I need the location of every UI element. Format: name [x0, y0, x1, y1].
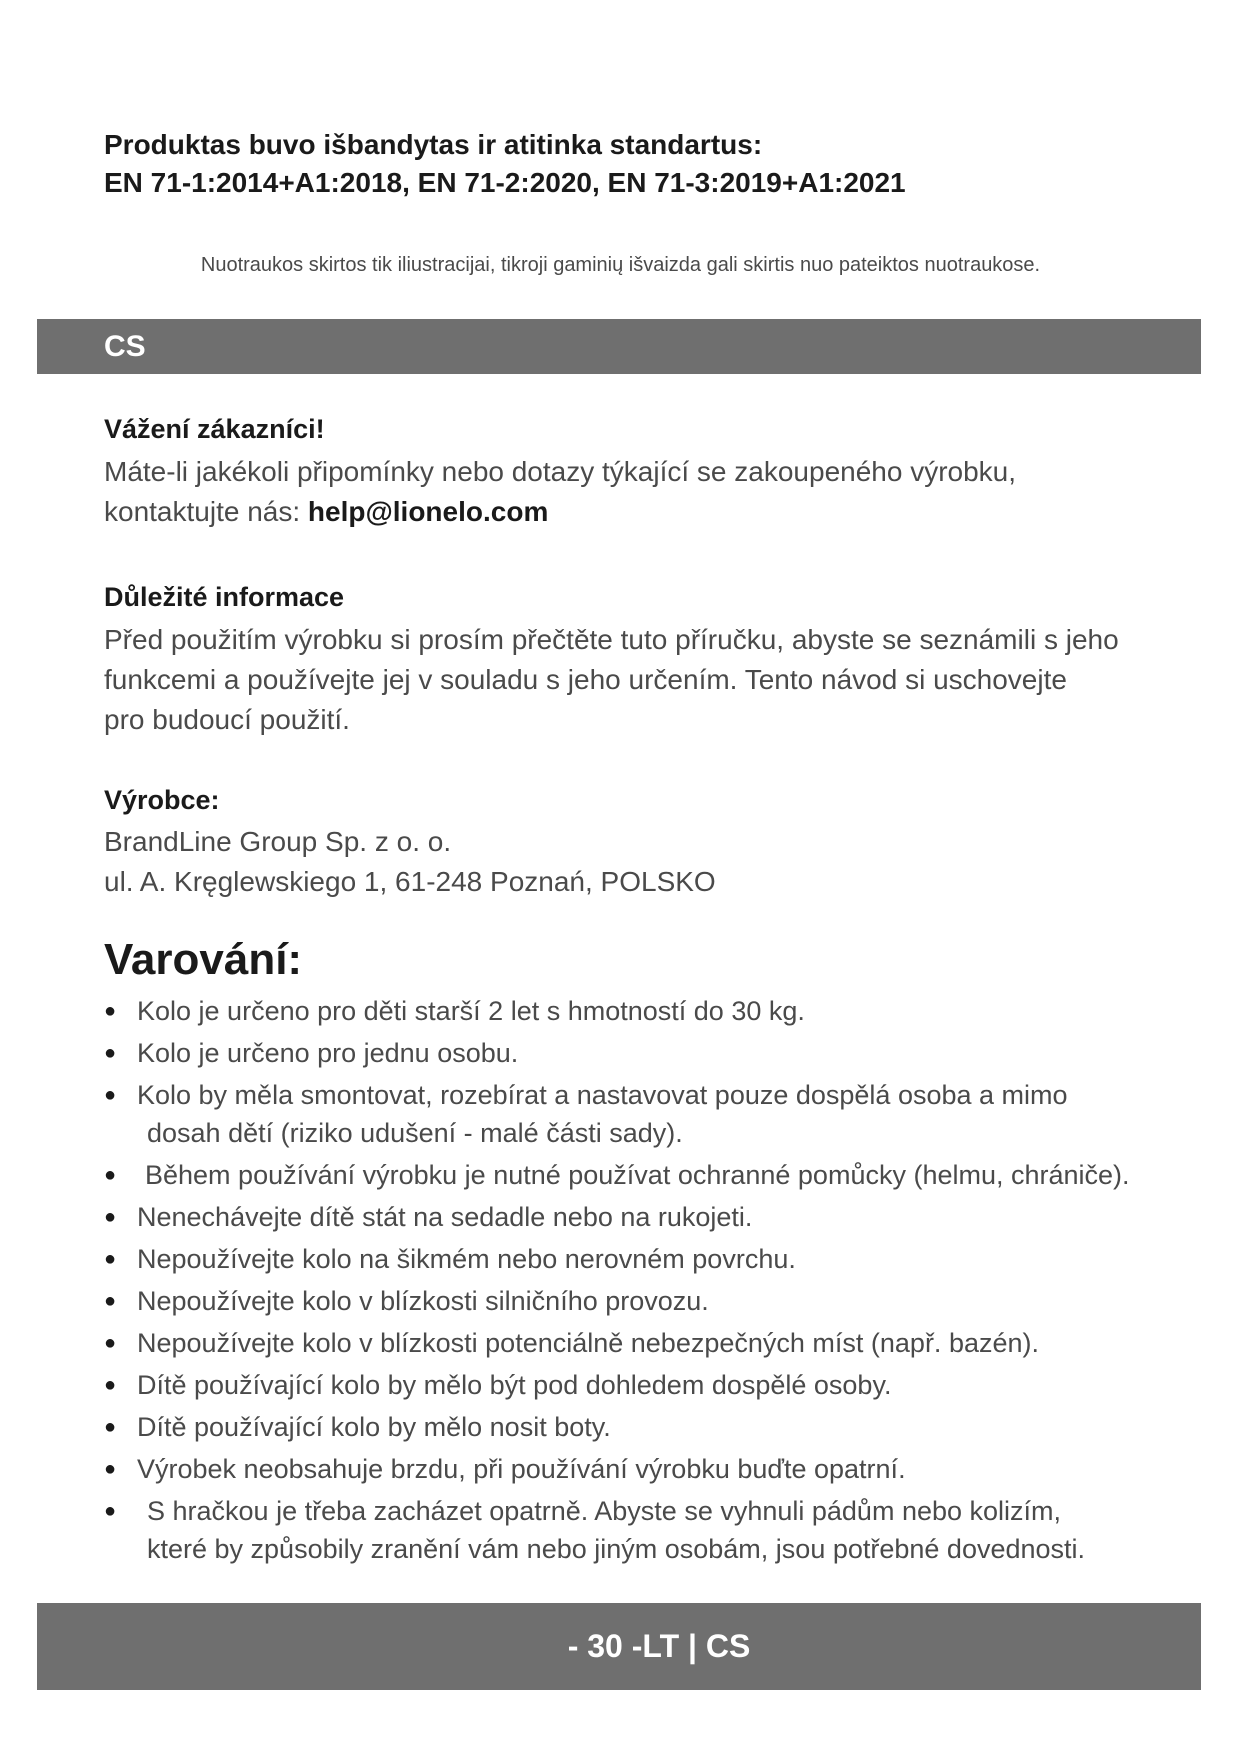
manufacturer-text [104, 822, 1194, 902]
warning-item: ● Nenechávejte dítě stát na sedadle nebo na rukojeti. [104, 1198, 1204, 1236]
important-line-1: Před použitím výrobku si prosím přečtěte tuto příručku, abyste se seznámili s jeho [104, 624, 1119, 655]
customers-text [104, 452, 1194, 532]
warning-item: ● Dítě používající kolo by mělo být pod dohledem dospělé osoby. [104, 1366, 1204, 1404]
manufacturer-title: Výrobce: [104, 785, 220, 815]
language-label: CS [104, 330, 146, 363]
important-text [104, 620, 1194, 740]
page-number: - 30 -LT | CS [567, 1628, 751, 1664]
warning-item: ● Nepoužívejte kolo v blízkosti potenciálně nebezpečných míst (např. bazén). [104, 1324, 1204, 1362]
contact-prefix: kontaktujte nás: [104, 496, 308, 527]
standards-line-1: Produktas buvo išbandytas ir atitinka standartus: [104, 129, 763, 160]
warnings-title: Varování: [104, 935, 303, 984]
warning-item: ● Nepoužívejte kolo na šikmém nebo nerovném povrchu. [104, 1240, 1204, 1278]
contact-line [104, 492, 1194, 532]
photo-disclaimer: Nuotraukos skirtos tik iliustracijai, tikroji gaminių išvaizda gali skirtis nuo pateiktos nuotraukose. [200, 254, 1041, 276]
warning-item: ● Během používání výrobku je nutné používat ochranné pomůcky (helmu, chrániče). [104, 1156, 1204, 1194]
manufacturer-name: BrandLine Group Sp. z o. o. [104, 826, 452, 857]
important-line-2: funkcemi a používejte jej v souladu s jeho určením. Tento návod si uschovejte [104, 664, 1067, 695]
important-title: Důležité informace [104, 582, 345, 612]
language-band [37, 319, 1201, 374]
warning-item: ● Kolo je určeno pro děti starší 2 let s hmotností do 30 kg. [104, 992, 1204, 1030]
warning-item: ● S hračkou je třeba zacházet opatrně. Abyste se vyhnuli pádům nebo kolizím, které by způsobily zranění vám nebo jiným osobám, jsou potřebné dovednosti. [104, 1492, 1204, 1568]
manufacturer-address: ul. A. Kręglewskiego 1, 61-248 Poznań, POLSKO [104, 866, 716, 897]
important-line-3: pro budoucí použití. [104, 704, 350, 735]
warning-item: ● Nepoužívejte kolo v blízkosti silničního provozu. [104, 1282, 1204, 1320]
standards-heading [104, 126, 906, 202]
contact-email: help@lionelo.com [307, 496, 549, 527]
warning-item: ● Kolo by měla smontovat, rozebírat a nastavovat pouze dospělá osoba a mimo dosah dětí (riziko udušení - malé části sady). [104, 1076, 1204, 1152]
customers-line: Máte-li jakékoli připomínky nebo dotazy týkající se zakoupeného výrobku, [104, 456, 1017, 487]
warnings-list [104, 992, 1204, 1572]
warning-item: ● Výrobek neobsahuje brzdu, při používání výrobku buďte opatrní. [104, 1450, 1204, 1488]
warning-item: ● Kolo je určeno pro jednu osobu. [104, 1034, 1204, 1072]
warning-item: ● Dítě používající kolo by mělo nosit boty. [104, 1408, 1204, 1446]
customers-title: Vážení zákazníci! [104, 414, 325, 444]
standards-line-2: EN 71-1:2014+A1:2018, EN 71-2:2020, EN 71-3:2019+A1:2021 [104, 167, 906, 198]
